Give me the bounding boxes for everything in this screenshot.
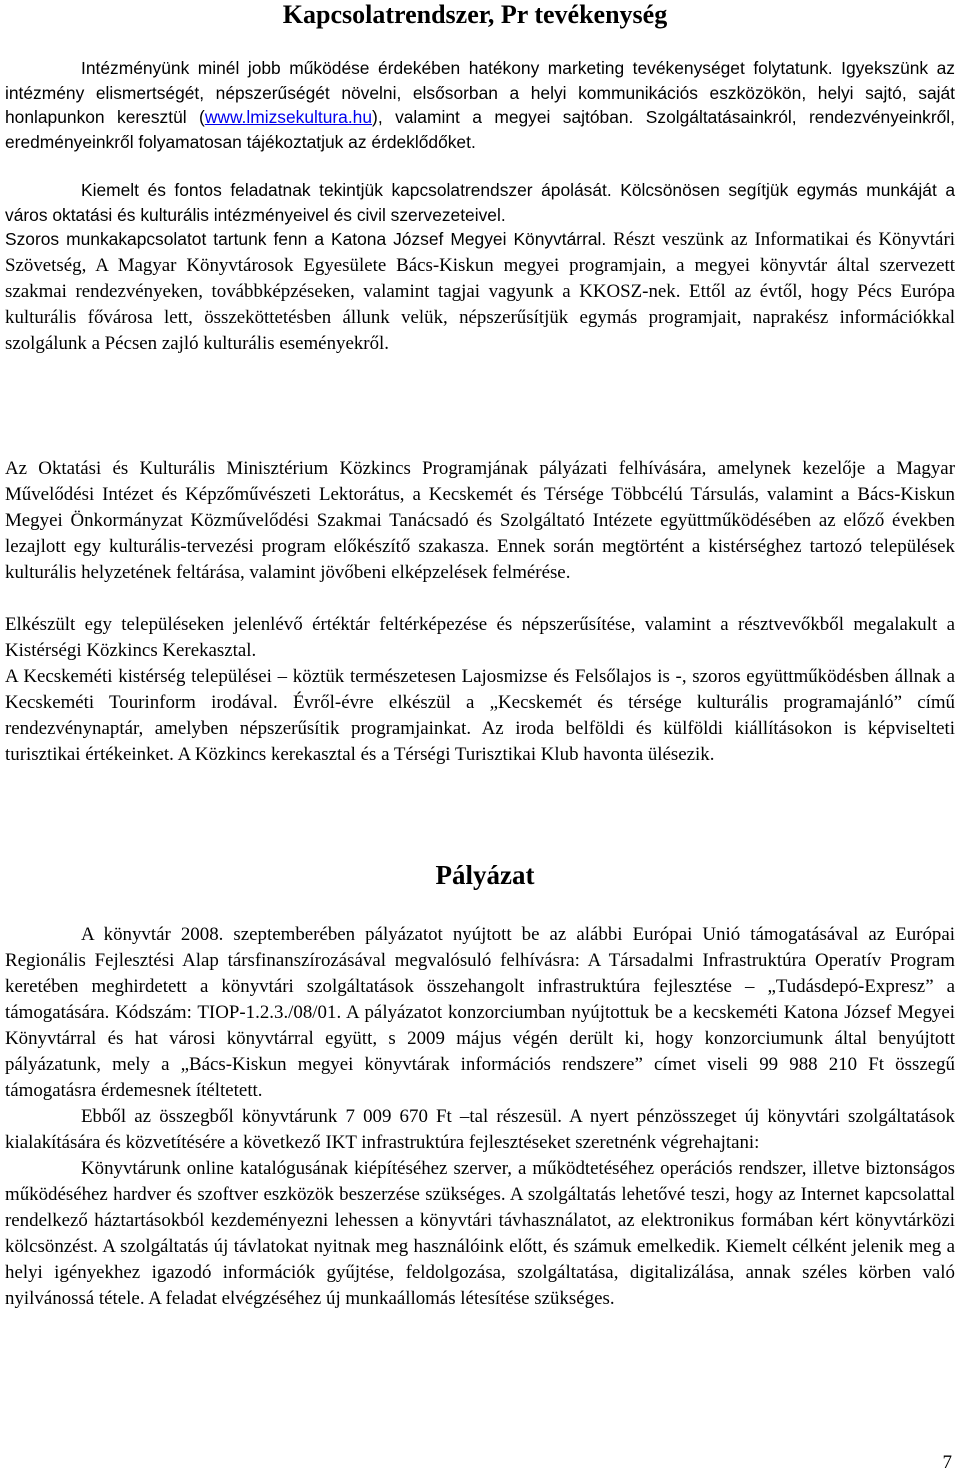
paragraph-ertektar: Elkészült egy településeken jelenlévő értéktár feltérképezése és népszerűsítése, valamint a résztvevőkből megalakult a Kistérségi Közkincs Kerekasztal. <box>5 614 955 661</box>
section-kapcsolatrendszer <box>5 56 955 357</box>
website-link[interactable]: www.lmizsekultura.hu <box>204 107 373 127</box>
section-heading-palyazat: Pályázat <box>435 860 535 890</box>
paragraph-marketing: Intézményünk minél jobb működése érdekében hatékony marketing tevékenységet folytatunk. Igyekszünk az intézmény elismertségét, népszerűségét növelni, elsősorban a helyi kommunikációs eszközökön, helyi sajtó, saját honlapunkon keresztül (www.lmizsekultura.hu), valamint a megyei sajtóban. Szolgáltatásainkról, rendezvényeinkről, eredményeinkről folyamatosan tájékoztatjuk az érdeklődőket. <box>5 58 955 152</box>
paragraph-kozkincs-program: Az Oktatási és Kulturális Minisztérium Közkincs Programjának pályázati felhívására, amelynek kezelője a Magyar Művelődési Intézet és Képzőművészeti Lektorátus, a Kecskemét és Térsége Többcélú Társulás, valamint a Bács-Kiskun Megyei Önkormányzat Közművelődési Szakmai Tanácsadó és Szolgáltató Intézete együttműködésében az előző években lezajlott egy kulturális-tervezési program előkészítő szakasza. Ennek során megtörtént a kistérséghez tartozó települések kulturális helyzetének feltárása, valamint jövőbeni elképzelések felmérése. <box>5 458 955 583</box>
paragraph-online-katalogus: Könyvtárunk online katalógusának kiépítéséhez szerver, a működtetéséhez operációs rendszer, illetve biztonságos működéséhez hardver és szoftver eszközök beszerzése szükséges. A szolgáltatás lehetővé teszi, hogy az Internet kapcsolattal rendelkező háztartásokból kezdeményezni lehessen a könyvtári távhasználatot, az elektronikus formában kért könyvtárközi kölcsönzést. A szolgáltatás új távlatokat nyitnak meg használóink előtt, és számuk emelkedik. Kiemelt célként jelenik meg a helyi igényekhez igazodó információk gyűjtése, feldolgozása, szolgáltatása, digitalizálása, annak széles körben való nyilvánossá tétele. A feladat elvégzéséhez új munkaállomás létesítése szükséges. <box>5 1158 955 1309</box>
paragraph-megyei-konyvtar: Szoros munkakapcsolatot tartunk fenn a Katona József Megyei Könyvtárral. Részt veszünk az Informatikai és Könyvtári Szövetség, A Magyar Könyvtárosok Egyesülete Bács-Kiskun megyei programjain, a megyei könyvtár által szervezett szakmai rendezvényeken, továbbképzéseken, valamint tagjai vagyunk a KKOSZ-nek. Ettől az évtől, hogy Pécs Európa kulturális fővárosa lett, összeköttetésben állunk velük, népszerűsítjük egymás programjait, naprakész információkkal szolgálunk a Pécsen zajló kulturális eseményekről. <box>5 229 955 354</box>
section-kozkincs <box>5 456 955 768</box>
paragraph-tourinform: A Kecskeméti kistérség települései – köztük természetesen Lajosmizse és Felsőlajos is -, szoros együttműködésben állnak a Kecskeméti Tourinform irodával. Évről-évre elkészül a „Kecskemét és térsége kulturális programajánló” című rendezvénynaptár, amelyben népszerűsítik programjainkat. Az iroda belföldi és külföldi kiállításokon is képviselteti turisztikai értékeinket. A Közkincs kerekasztal és a Térségi Turisztikai Klub havonta ülésezik. <box>5 666 955 765</box>
paragraph-osszeg: Ebből az összegből könyvtárunk 7 009 670 Ft –tal részesül. A nyert pénzösszeget új könyvtári szolgáltatások kialakítására és közvetítésére a következő IKT infrastruktúra fejlesztéseket szeretnénk végrehajtani: <box>5 1106 955 1153</box>
section-heading-kapcsolatrendszer: Kapcsolatrendszer, Pr tevékenység <box>282 0 668 29</box>
paragraph-tiop: A könyvtár 2008. szeptemberében pályázatot nyújtott be az alábbi Európai Unió támogatásával az Európai Regionális Fejlesztési Alap társfinanszírozásával megvalósuló felhívásra: A Társadalmi Infrastruktúra Operatív Program keretében meghirdetett a könyvtári szolgáltatások összehangolt infrastruktúra fejlesztése – „Tudásdepó-Expresz” a támogatására. Kódszám: TIOP-1.2.3./08/01. A pályázatot konzorciumban nyújtottuk be a kecskeméti Katona József Megyei Könyvtárral és hat városi könyvtárral együtt, s 2009 május végén derült ki, hogy konzorciumunk által benyújtott pályázatunk, mely a „Bács-Kiskun megyei könyvtárak információs rendszere” címet viseli 99 988 210 Ft összegű támogatásra érdemesnek ítéltetett. <box>5 924 955 1101</box>
page-number: 7 <box>942 1452 952 1473</box>
section-palyazat <box>5 922 955 1312</box>
paragraph-kapcsolatrendszer: Kiemelt és fontos feladatnak tekintjük kapcsolatrendszer ápolását. Kölcsönösen segítjük egymás munkáját a város oktatási és kulturális intézményeivel és civil szervezeteivel. <box>5 180 955 225</box>
